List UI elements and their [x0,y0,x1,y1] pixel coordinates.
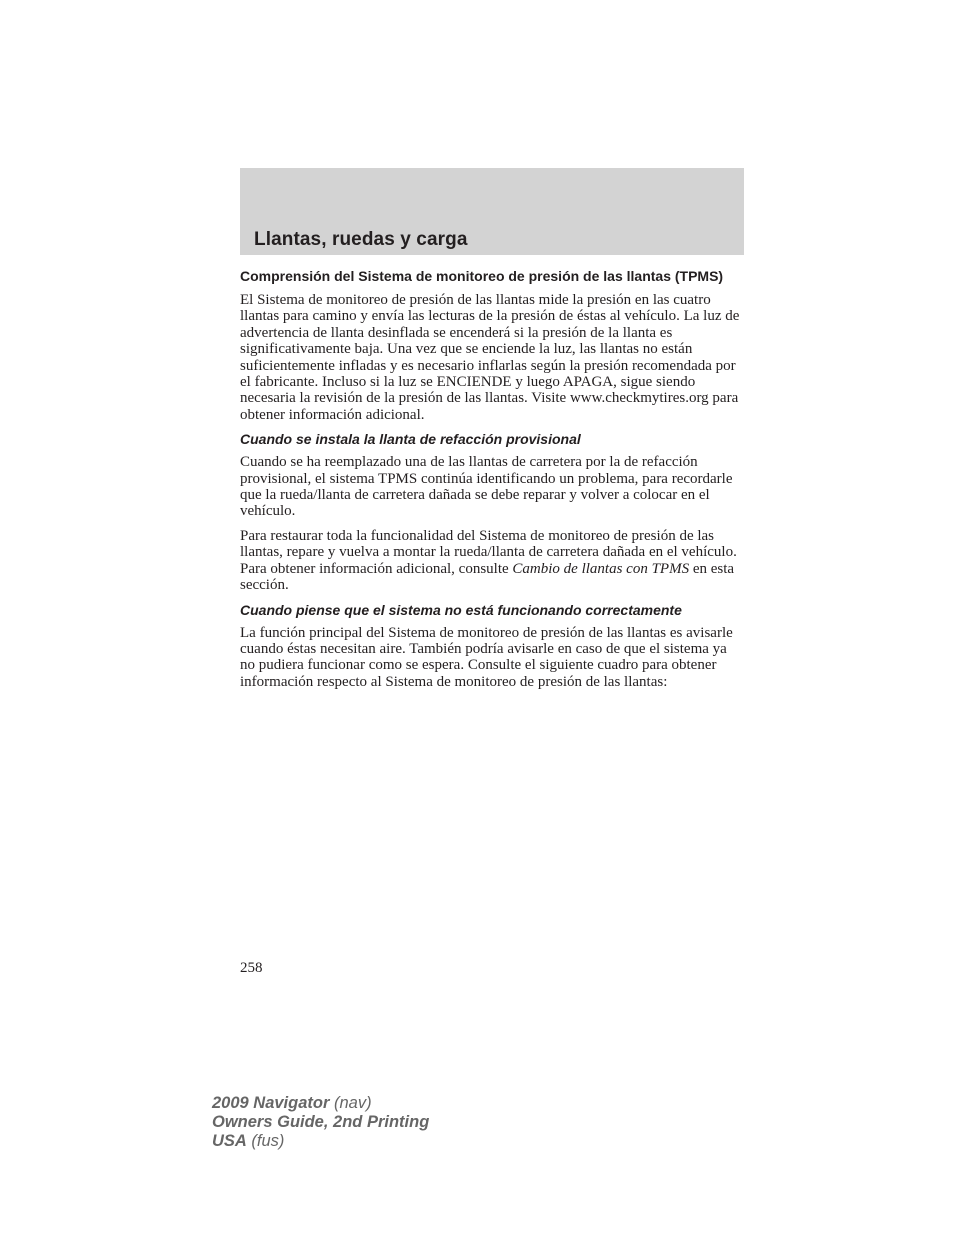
malfunction-paragraph: La función principal del Sistema de monitoreo de presión de las llantas es avisarle cuando éstas necesitan aire. También podría avisarle en caso de que el sistema ya no pudiera funcionar como se espera. Consulte el siguiente cuadro para obtener información respecto al Sistema de monitoreo de presión de las llantas: [240,624,733,690]
footer-line-1 [212,1094,429,1113]
spare-paragraph-2-start: Para restaurar toda la funcionalidad del Sistema de monitoreo de presión de las llantas, repare y vuelva a montar la rueda/llanta de carretera dañada en el vehículo. Para obtener información adicional, consulte [240,527,737,577]
spare-paragraph-2 [240,528,744,594]
document-footer [212,1094,429,1151]
footer-model-code: (nav) [329,1094,372,1112]
chapter-header [240,168,744,255]
footer-market: USA [212,1132,247,1150]
cross-reference-link[interactable]: Cambio de llantas con TPMS [512,560,690,577]
section-heading-tpms: Comprensión del Sistema de monitoreo de presión de las llantas (TPMS) [240,268,724,284]
footer-model: 2009 Navigator [212,1094,330,1112]
page-content [240,268,744,698]
footer-guide-edition: Owners Guide, 2nd Printing [212,1113,430,1131]
footer-market-code: (fus) [246,1132,285,1150]
footer-line-2 [212,1113,429,1132]
subheading-malfunction: Cuando piense que el sistema no está funcionando correctamente [240,601,682,618]
spare-paragraph-2-end: en esta sección. [240,560,735,594]
chapter-title: Llantas, ruedas y carga [254,229,468,250]
tpms-intro-paragraph: El Sistema de monitoreo de presión de las llantas mide la presión en las cuatro llantas para camino y envía las lecturas de la presión de éstas al vehículo. La luz de advertencia de llanta desinflada se encenderá si la presión de la llanta es significativamente baja. Una vez que se enciende la luz, las llantas no están suficientemente infladas y es necesario inflarlas según la presión recomendada por el fabricante. Incluso si la luz se ENCIENDE y luego APAGA, sigue siendo necesaria la revisión de la presión de las llantas. Visite www.checkmytires.org para obtener información adicional. [240,292,740,423]
footer-line-3 [212,1132,429,1151]
spare-paragraph-1: Cuando se ha reemplazado una de las llantas de carretera por la de refacción provisional, el sistema TPMS continúa identificando un problema, para recordarle que la rueda/llanta de carretera dañada se debe reparar y volver a colocar en el vehículo. [240,454,733,520]
subheading-spare-tire: Cuando se instala la llanta de refacción provisional [240,431,581,448]
page-number: 258 [240,960,263,976]
